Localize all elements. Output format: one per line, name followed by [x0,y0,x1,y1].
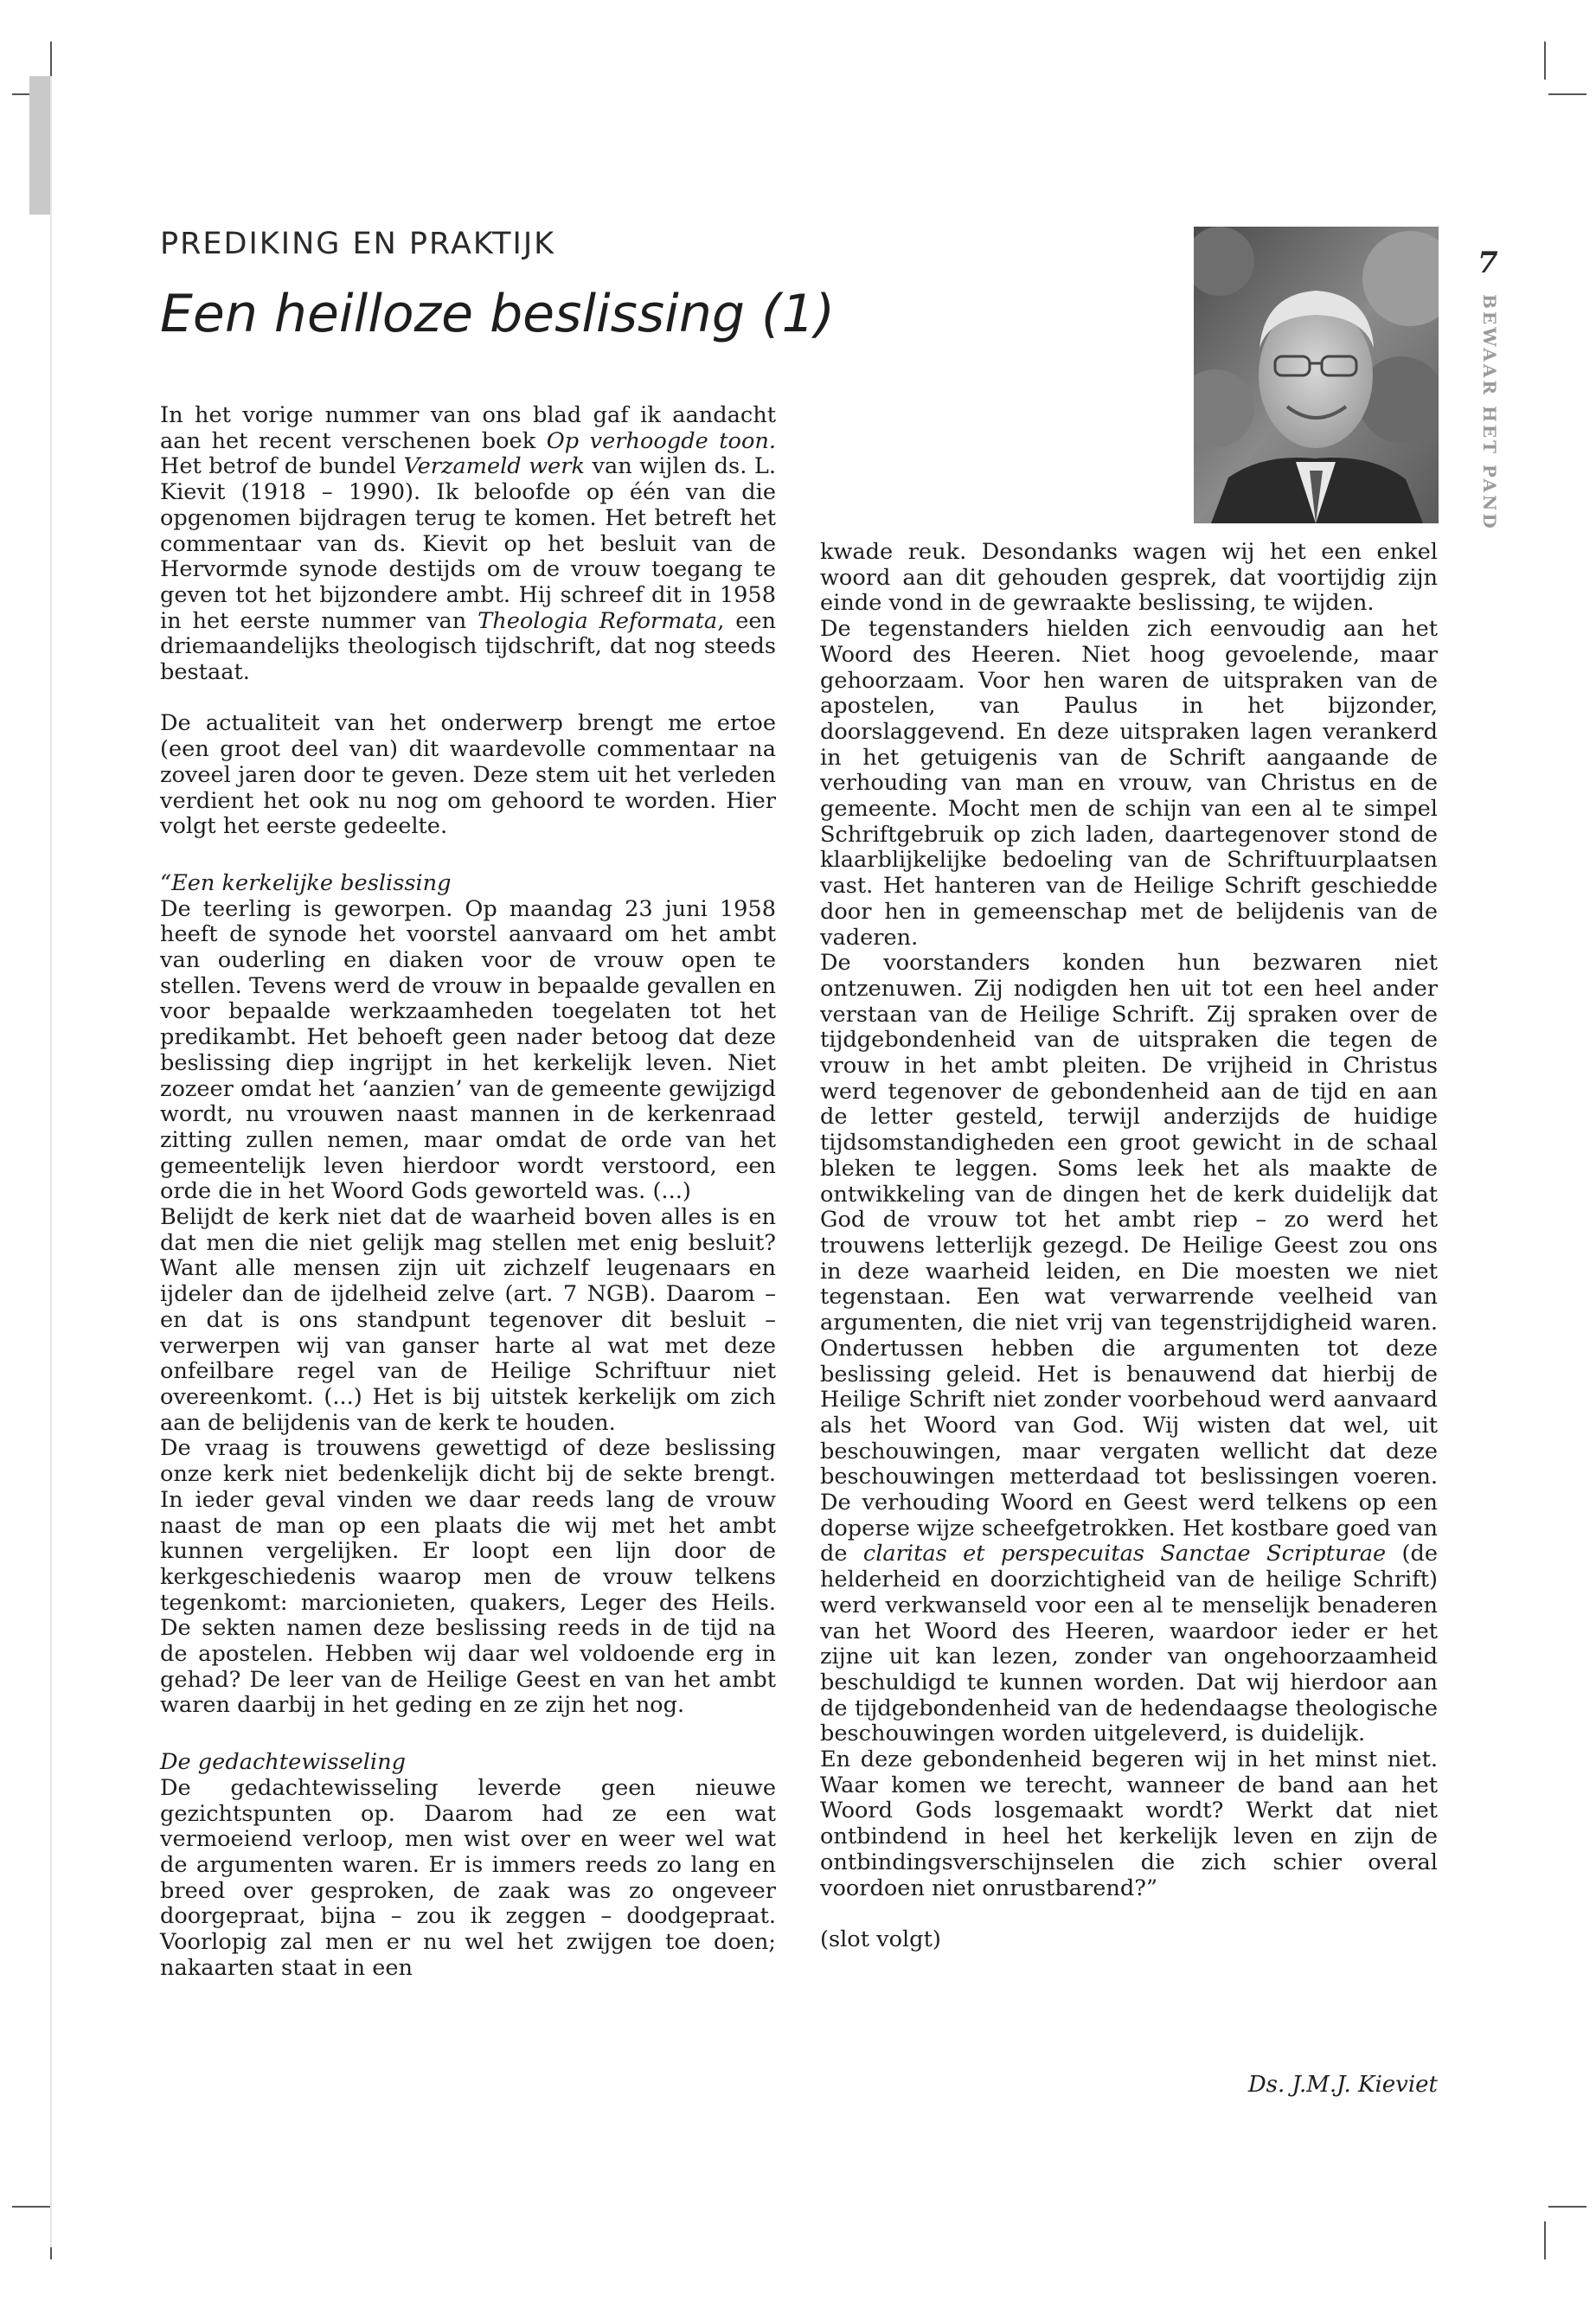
paragraph: De tegenstanders hielden zich eenvoudig aan het Woord des Heeren. Niet hoog gevoelende, maar gehoorzaam. Voor hen waren de uitspraken van de apostelen, van Paulus in het bijzonder, doorslaggevend. En deze uitspraken lagen verankerd in het getuigenis van de Schrift aangaande de verhouding van man en vrouw, van Christus en de gemeente. Mocht men de schijn van een al te simpel Schriftgebruik op zich laden, daartegenover stond de klaarblijkelijke bedoeling van de Schriftuurplaatsen vast. Het hanteren van de Heilige Schrift geschiedde door hen in gemeenschap met de belijdenis van de vaderen. [820,616,1438,951]
subheading: De gedachtewisseling [160,1749,406,1776]
crop-mark [1548,93,1586,95]
paragraph: kwade reuk. Desondanks wagen wij het een enkel woord aan dit gehouden gesprek, dat voortijdig zijn einde vond in de gewraakte beslissing, te wijden. [820,539,1438,617]
latin-phrase: claritas et perspecuitas Sanctae Scripturae [862,1541,1387,1567]
paragraph: Belijdt de kerk niet dat de waarheid boven alles is en dat men die niet gelijk mag stellen met enig besluit? Want alle mensen zijn uit zichzelf leugenaars en ijdeler dan de ijdelheid zelve (art. 7 NGB). Daarom – en dat is ons standpunt tegenover dit besluit – verwerpen wij van ganser harte al wat met deze onfeilbare regel van de Heilige Schriftuur niet overeenkomt. (...) Het is bij uitstek kerkelijk om zich aan de belijdenis van de kerk te houden. [160,1204,776,1436]
crop-mark [1544,2221,1546,2259]
text-run: (de helderheid en doorzichtigheid van de heilige Schrift) werd verkwanseld voor een al te menselijk benaderen van het Woord des Heeren, waardoor ieder er het zijne uit kan lezen, zonder van ongehoorzaamheid beschuldigd te kunnen worden. Dat wij hierdoor aan de tijdgebondenheid van de hedendaagse theologische beschouwingen worden uitgeleverd, is duidelijk. [820,1541,1438,1747]
right-column [820,540,1438,1953]
paragraph: De actualiteit van het onderwerp brengt me ertoe (een groot deel van) dit waardevolle commentaar na zoveel jaren door te geven. Deze stem uit het verleden verdient het ook nu nog om gehoord te worden. Hier volgt het eerste gedeelte. [160,710,776,840]
intro-paragraph [160,403,776,686]
journal-title: Theologia Reformata [478,607,718,634]
left-column [160,403,776,1981]
author-byline: Ds. J.M.J. Kieviet [1247,2072,1438,2098]
closing-note: (slot volgt) [820,1926,941,1952]
book-title: Op verhoogde toon. [546,427,776,454]
text-run: van wijlen ds. L. Kievit (1918 – 1990). Ik beloofde op één van die opgenomen bijdragen terug te komen. Het betreft het commentaar van ds. Kievit op het besluit van de Hervormde synode destijds om de vrouw toegang te geven tot het bijzondere ambt. Hij schreef dit in 1958 in het eerste nummer van [160,453,776,634]
page-number: 7 [1477,246,1498,280]
paragraph: De vraag is trouwens gewettigd of deze beslissing onze kerk niet bedenkelijk dicht bij de sekte brengt. In ieder geval vinden we daar reeds lang de vrouw naast de man op een plaats die wij met het ambt kunnen vergelijken. Er loopt een lijn door de kerkgeschiedenis waarop men de vrouw telkens tegenkomt: marcionieten, quakers, Leger des Heils. De sekten namen deze beslissing reeds in de tijd na de apostelen. Hebben wij daar wel voldoende erg in gehad? De leer van de Heilige Geest en van het ambt waren daarbij in het geding en ze zijn het nog. [160,1435,776,1719]
article-title: Een heilloze beslissing (1) [160,284,836,344]
book-title: Verzameld werk [403,453,586,480]
running-head: BEWAAR HET PAND [1479,294,1500,531]
text-run: De voorstanders konden hun bezwaren niet ontzenuwen. Zij nodigden hen uit tot een heel ander verstaan van de Heilige Schrift. Zij spraken over de tijdgebondenheid van de uitspraken die tegen de vrouw in het ambt pleiten. De vrijheid in Christus werd tegenover de gebondenheid aan de tijd en aan de letter gesteld, terwijl anderzijds de huidige tijdsomstandigheden een groot gewicht in de schaal bleken te leggen. Soms leek het als maakte de ontwikkeling van de dingen het de kerk duidelijk dat God de vrouw tot het ambt riep – zo werd het trouwens letterlijk gezegd. De Heilige Geest zou ons in deze waarheid leiden, en Die moesten we niet tegenstaan. Een wat verwarrende veelheid van argumenten, die niet vrij van tegenstrijdigheid waren. Ondertussen hebben die argumenten tot deze beslissing geleid. Het is benauwend dat hierbij de Heilige Schrift niet zonder voorbehoud werd aanvaard als het Woord van God. Wij wisten dat wel, uit beschouwingen, maar vergaten wellicht dat deze beschouwingen metterdaad tot beslissingen voeren. De verhouding Woord en Geest werd telkens op een doperse wijze scheefgetrokken. Het kostbare goed van de [820,950,1438,1567]
crop-mark [1548,2206,1586,2208]
subheading: “Een kerkelijke beslissing [160,869,452,896]
text-run: , een driemaandelijks theologisch tijdschrift, dat nog steeds bestaat. [160,607,776,686]
text-run: Het betrof de bundel [160,453,404,480]
paragraph [820,951,1438,1747]
crop-mark [50,42,52,80]
bleed-line [50,76,52,2247]
paragraph: En deze gebondenheid begeren wij in het minst niet. Waar komen we terecht, wanneer de band aan het Woord Gods losgemaakt wordt? Werkt dat niet ontbindend in heel het kerkelijk leven en zijn de ontbindingsverschijnselen die zich schier overal voordoen niet onrustbarend?” [820,1747,1438,1901]
paragraph: De teerling is geworpen. Op maandag 23 juni 1958 heeft de synode het voorstel aanvaard om het ambt van ouderling en diaken voor de vrouw open te stellen. Tevens werd de vrouw in bepaalde gevallen en voor bepaalde werkzaamheden toegelaten tot het predikambt. Het behoeft geen nader betoog dat deze beslissing diep ingrijpt in het kerkelijk leven. Niet zozeer omdat het ‘aanzien’ van de gemeente gewijzigd wordt, nu vrouwen naast mannen in de kerkenraad zitting zullen nemen, maar omdat de orde van het gemeentelijk leven hierdoor wordt verstoord, een orde die in het Woord Gods geworteld was. (...) [160,895,776,1205]
crop-mark [1544,42,1546,80]
paragraph: De gedachtewisseling leverde geen nieuwe gezichtspunten op. Daarom had ze een wat vermoeiend verloop, men wist over en weer wel wat de argumenten waren. Er is immers reeds zo lang en breed over gesproken, de zaak was zo ongeveer doorgepraat, bijna – zou ik zeggen – doodgepraat. Voorlopig zal men er nu wel het zwijgen toe doen; nakaarten staat in een [160,1774,776,1981]
bleed-bar [29,76,52,215]
text-run: In het vorige nummer van ons blad gaf ik aandacht aan het recent verschenen boek [160,402,776,454]
portrait-photo-icon [1194,227,1439,523]
crop-mark [12,2206,50,2208]
section-label: PREDIKING EN PRAKTIJK [160,227,556,261]
author-photo [1194,227,1439,523]
